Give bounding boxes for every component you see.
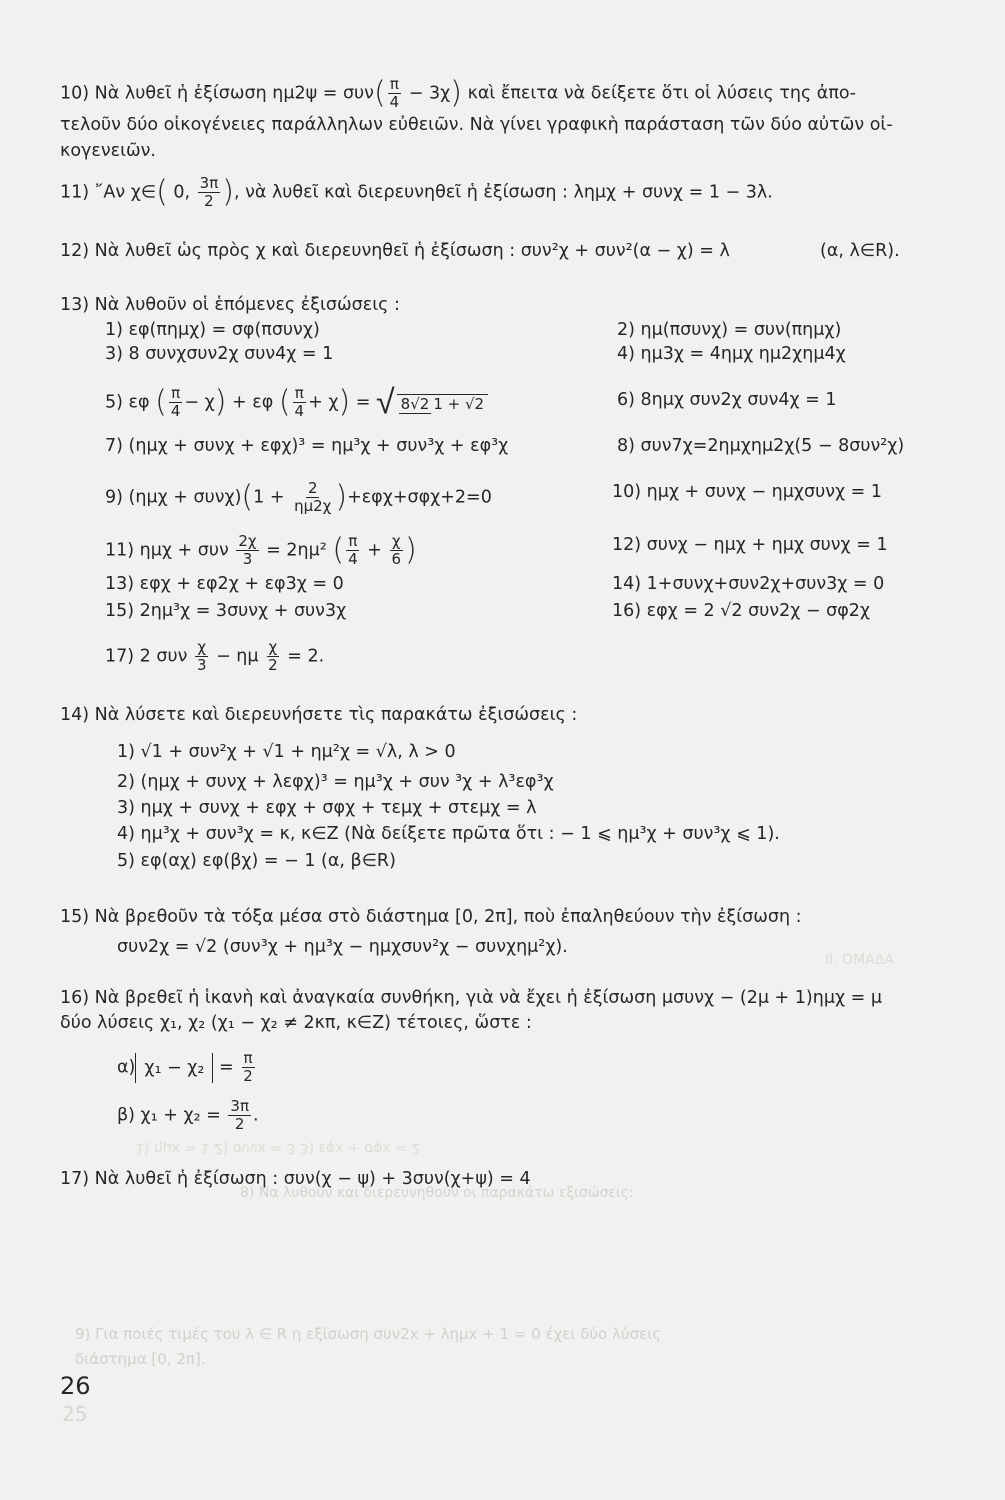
fraction xyxy=(241,1050,255,1085)
numerator: χ xyxy=(197,638,207,656)
problem-14-item-5: 5) εφ(αχ) εφ(βχ) = − 1 (α, β∈R) xyxy=(117,851,396,871)
text: 10) Νὰ λυθεῖ ἡ ἐξίσωση ημ2ψ = συν xyxy=(60,83,374,104)
paren: ( xyxy=(155,384,167,420)
radical-sign: √ xyxy=(375,382,395,423)
problem-14-item-4: 4) ημ³χ + συν³χ = κ, κ∈Z (Νὰ δείξετε πρῶτα ὅτι : − 1 ⩽ ημ³χ + συν³χ ⩽ 1). xyxy=(117,824,780,844)
problem-13-item-12: 12) συνχ − ημχ + ημχ συνχ = 1 xyxy=(612,535,888,555)
problem-13-item-2: 2) ημ(πσυνχ) = συν(πημχ) xyxy=(617,320,842,340)
text: +εφχ+σφχ+2=0 xyxy=(347,487,492,508)
text: 17) 2 συν xyxy=(105,646,188,667)
problem-10-line-3: κογενειῶν. xyxy=(60,141,156,161)
problem-10-line-2: τελοῦν δύο οἰκογένειες παράλληλων εὐθειῶν. Νὰ γίνει γραφικὴ παράσταση τῶν δύο αὐτῶν οἰ- xyxy=(60,115,893,135)
text: καὶ ἔπειτα νὰ δείξετε ὅτι οἱ λύσεις της ἀπο- xyxy=(467,83,856,104)
numerator: χ xyxy=(391,532,401,550)
problem-10-line-1 xyxy=(60,76,856,111)
numerator: 3π xyxy=(230,1097,249,1115)
numerator: 2 xyxy=(307,479,318,497)
problem-13-item-8: 8) συν7χ=2ημχημ2χ(5 − 8συν²χ) xyxy=(617,436,905,456)
bleed-line: 8) Να λυθούν και διερευνηθούν οι παρακάτω εξισώσεις: xyxy=(240,1185,634,1201)
numerator: π xyxy=(348,532,358,550)
problem-13-item-17 xyxy=(105,639,324,674)
text: = xyxy=(355,392,371,413)
paren: ) xyxy=(404,532,417,568)
bleed-line: ΙΙ. ΟΜΑΔΑ xyxy=(825,952,894,968)
problem-13-item-3: 3) 8 συνχσυν2χ συν4χ = 1 xyxy=(105,344,334,364)
fraction xyxy=(292,480,333,515)
text: β) χ₁ + χ₂ = xyxy=(117,1105,221,1126)
text: 11) ημχ + συν xyxy=(105,540,229,561)
problem-13-item-7: 7) (ημχ + συνχ + εφχ)³ = ημ³χ + συν³χ + εφ³χ xyxy=(105,436,509,456)
fraction xyxy=(228,1098,251,1133)
problem-13-title: 13) Νὰ λυθοῦν οἱ ἑπόμενες ἐξισώσεις : xyxy=(60,295,400,315)
denominator: 2 xyxy=(204,192,214,210)
radical-fraction xyxy=(397,394,488,414)
problem-15-line-1: 15) Νὰ βρεθοῦν τὰ τόξα μέσα στὸ διάστημα [0, 2π], ποὺ ἐπαληθεύουν τὴν ἐξίσωση : xyxy=(60,907,802,927)
text: 12) Νὰ λυθεῖ ὡς πρὸς χ καὶ διερευνηθεῖ ἡ ἐξίσωση : συν²χ + συν²(α − χ) = λ xyxy=(60,241,730,261)
problem-15-line-2: συν2χ = √2 (συν³χ + ημ³χ − ημχσυν²χ − συνχημ²χ). xyxy=(117,937,568,957)
problem-14-item-3: 3) ημχ + συνχ + εφχ + σφχ + τεμχ + στεμχ = λ xyxy=(117,798,537,818)
text: 0, xyxy=(173,182,191,203)
problem-13-item-9 xyxy=(105,480,492,515)
fraction xyxy=(346,533,360,568)
denominator: 6 xyxy=(391,550,401,568)
numerator: χ xyxy=(268,638,278,656)
numerator: π xyxy=(171,384,181,402)
problem-13-item-5 xyxy=(105,382,490,423)
text: χ₁ − χ₂ xyxy=(144,1057,205,1078)
denominator: 3 xyxy=(196,656,207,674)
problem-13-item-13: 13) εφχ + εφ2χ + εφ3χ = 0 xyxy=(105,574,344,594)
paren: ( xyxy=(278,384,291,420)
bleed-line: 1) ημx = 1 2) συνx = 3 3) εφx + σφx = 2 xyxy=(135,1140,421,1156)
text: + χ xyxy=(308,392,339,413)
denominator: 1 + √2 xyxy=(433,394,485,413)
text: = 2. xyxy=(287,646,325,667)
problem-14-title: 14) Νὰ λύσετε καὶ διερευνήσετε τὶς παρακάτω ἐξισώσεις : xyxy=(60,705,578,725)
paren: ) xyxy=(335,479,348,515)
text: . xyxy=(252,1105,259,1126)
page-number: 26 xyxy=(60,1372,91,1400)
text: 11) ῎Αν χ∈ xyxy=(60,182,157,203)
fraction xyxy=(198,175,221,210)
numerator: 2χ xyxy=(238,532,257,550)
problem-11 xyxy=(60,175,773,210)
denominator: 4 xyxy=(170,402,181,420)
denominator: 2 xyxy=(243,1067,253,1085)
denominator: 3 xyxy=(242,550,253,568)
paren: ) xyxy=(222,174,234,210)
text: = 2ημ² xyxy=(266,540,327,561)
fraction xyxy=(388,76,402,111)
denominator: 4 xyxy=(389,93,400,111)
denominator: ημ2χ xyxy=(294,497,332,515)
problem-13-item-14: 14) 1+συνχ+συν2χ+συν3χ = 0 xyxy=(612,574,885,594)
paren: ( xyxy=(241,479,254,515)
bleed-page-number: 25 xyxy=(62,1402,88,1426)
text: = xyxy=(219,1057,234,1078)
problem-13-item-1: 1) εφ(πημχ) = σφ(πσυνχ) xyxy=(105,320,320,340)
problem-16-condition-a xyxy=(117,1050,257,1085)
numerator: 3π xyxy=(199,174,219,192)
denominator: 4 xyxy=(348,550,358,568)
fraction xyxy=(195,639,209,674)
text: 5) εφ xyxy=(105,392,150,413)
problem-14-item-1: 1) √1 + συν²χ + √1 + ημ²χ = √λ, λ > 0 xyxy=(117,742,456,762)
problem-13-item-4: 4) ημ3χ = 4ημχ ημ2χημ4χ xyxy=(617,344,846,364)
numerator: π xyxy=(294,384,304,402)
text: α) xyxy=(117,1057,136,1078)
paren: ) xyxy=(450,75,462,111)
fraction xyxy=(293,385,307,420)
problem-12 xyxy=(60,240,730,262)
denominator: 2 xyxy=(268,656,278,674)
abs-bar xyxy=(135,1053,213,1083)
paren: ( xyxy=(332,532,345,568)
text: − ημ xyxy=(216,646,259,667)
fraction xyxy=(266,639,280,674)
numerator: π xyxy=(389,75,399,93)
text: + εφ xyxy=(232,392,274,413)
fraction xyxy=(169,385,183,420)
text: − 3χ xyxy=(408,83,451,104)
bleed-line: διάστημα [0, 2π]. xyxy=(75,1350,206,1368)
problem-13-item-6: 6) 8ημχ συν2χ συν4χ = 1 xyxy=(617,390,837,410)
denominator: 4 xyxy=(294,402,305,420)
text: 9) (ημχ + συνχ) xyxy=(105,487,242,508)
text: , νὰ λυθεῖ καὶ διερευνηθεῖ ἡ ἐξίσωση : λημχ + συνχ = 1 − 3λ. xyxy=(233,182,773,203)
paren: ) xyxy=(338,384,351,420)
denominator: 2 xyxy=(234,1115,245,1133)
numerator: 8√2 xyxy=(400,394,430,413)
problem-16-line-2: δύο λύσεις χ₁, χ₂ (χ₁ − χ₂ ≠ 2κπ, κ∈Z) τέτοιες, ὥστε : xyxy=(60,1013,532,1033)
problem-16-line-1: 16) Νὰ βρεθεῖ ἡ ἱκανὴ καὶ ἀναγκαία συνθήκη, γιὰ νὰ ἔχει ἡ ἐξίσωση μσυνχ − (2μ + 1)ημχ = μ xyxy=(60,988,882,1008)
bleed-line: 9) Για ποιές τιμές του λ ∈ R η εξίσωση συν2x + λημx + 1 = 0 έχει δύο λύσεις xyxy=(75,1325,662,1343)
fraction xyxy=(389,533,403,568)
paren: ) xyxy=(214,384,227,420)
problem-14-item-2: 2) (ημχ + συνχ + λεφχ)³ = ημ³χ + συν ³χ + λ³εφ³χ xyxy=(117,772,554,792)
paren: ( xyxy=(373,75,386,111)
problem-13-item-15: 15) 2ημ³χ = 3συνχ + συν3χ xyxy=(105,601,347,621)
numerator: π xyxy=(243,1049,253,1067)
text: 1 + xyxy=(253,487,285,508)
text: + xyxy=(367,540,382,561)
problem-17: 17) Νὰ λυθεῖ ἡ ἐξίσωση : συν(χ − ψ) + 3συν(χ+ψ) = 4 xyxy=(60,1169,531,1189)
problem-13-item-10: 10) ημχ + συνχ − ημχσυνχ = 1 xyxy=(612,482,883,502)
problem-13-item-11 xyxy=(105,533,417,568)
problem-16-condition-b xyxy=(117,1098,259,1133)
text: − χ xyxy=(184,392,215,413)
problem-13-item-16: 16) εφχ = 2 √2 συν2χ − σφ2χ xyxy=(612,601,871,621)
paren: ( xyxy=(156,174,168,210)
fraction xyxy=(236,533,258,568)
problem-12-params: (α, λ∈R). xyxy=(820,241,900,261)
